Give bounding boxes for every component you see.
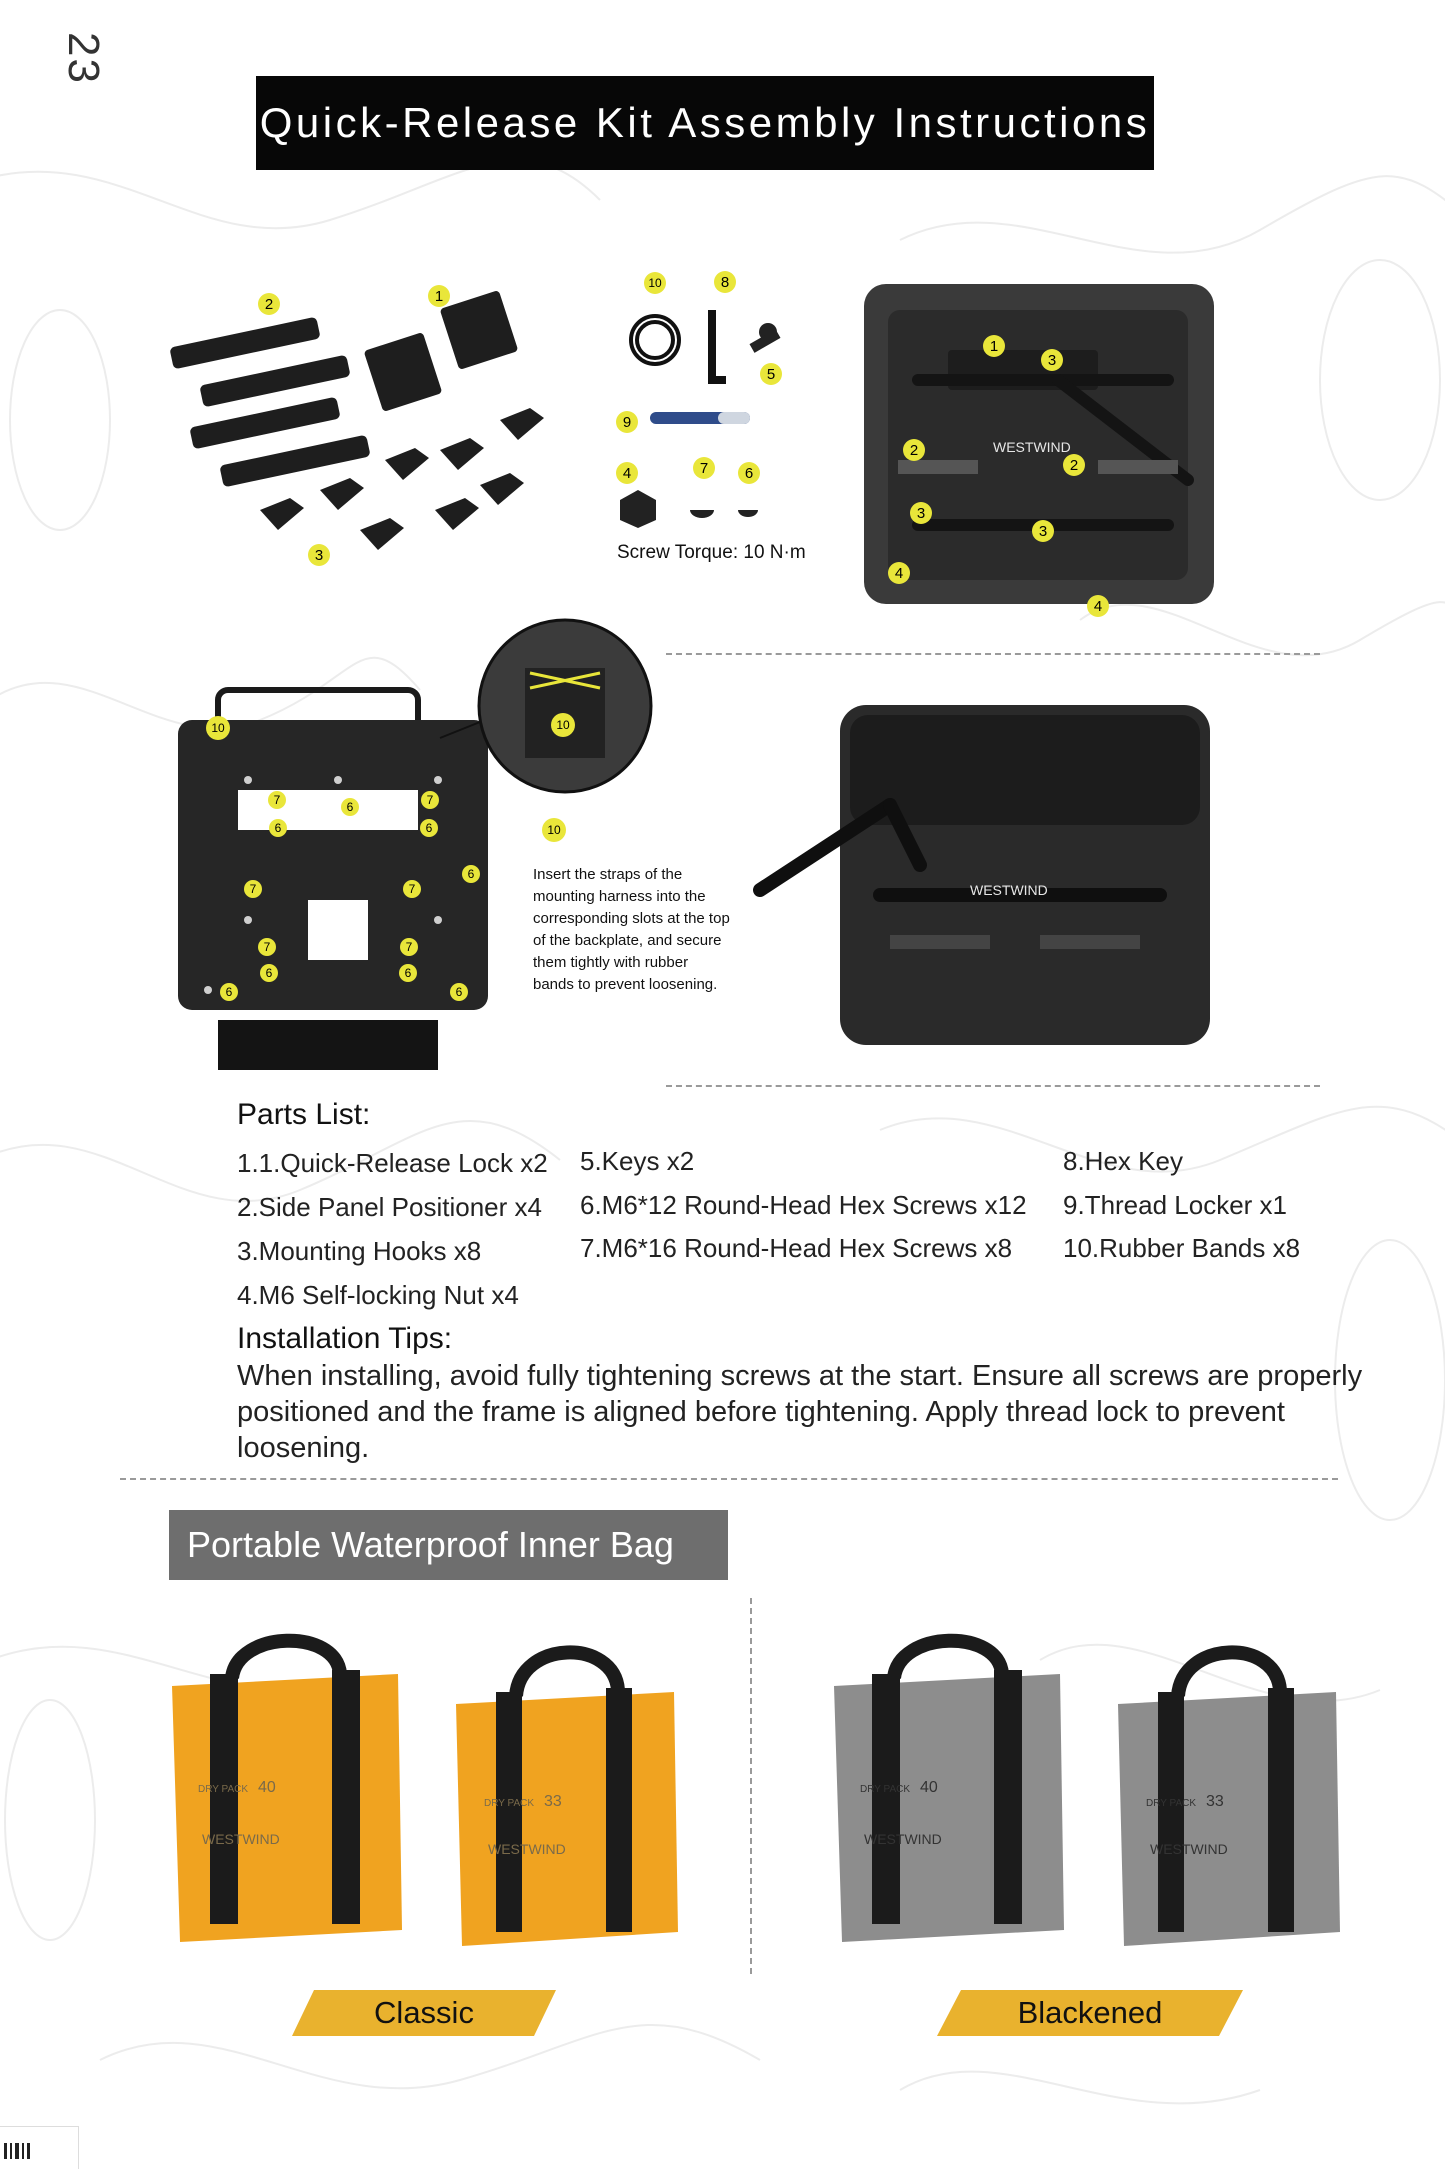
barcode-icon bbox=[4, 2141, 44, 2161]
bag-brand: WESTWIND bbox=[1150, 1841, 1228, 1857]
callout-number: 10 bbox=[547, 823, 561, 837]
callout-number: 7 bbox=[273, 793, 281, 807]
parts-list-item: 5.Keys x2 bbox=[580, 1146, 695, 1176]
strap-instruction bbox=[533, 864, 763, 996]
brand-mark: WESTWIND bbox=[993, 439, 1071, 455]
variant-label-text: Classic bbox=[374, 1995, 474, 2030]
bag-capacity: 40 bbox=[920, 1779, 938, 1796]
callout-6 bbox=[340, 797, 360, 817]
parts-list-item: 9.Thread Locker x1 bbox=[1063, 1190, 1288, 1220]
parts-list-item: 1.1.Quick-Release Lock x2 bbox=[237, 1148, 548, 1178]
callout-9 bbox=[615, 410, 639, 434]
callout-number: 7 bbox=[426, 793, 434, 807]
callout-6 bbox=[737, 461, 761, 485]
callout-number: 3 bbox=[916, 505, 926, 522]
divider bbox=[750, 1598, 752, 1974]
side-panel-positioner bbox=[169, 317, 320, 370]
torque-note: Screw Torque: 10 N·m bbox=[617, 542, 806, 563]
callout-number: 10 bbox=[211, 721, 225, 735]
callout-10 bbox=[541, 817, 567, 843]
bag-print: DRY PACK bbox=[198, 1784, 249, 1795]
callout-6 bbox=[449, 982, 469, 1002]
corner-mark bbox=[0, 2126, 79, 2169]
callout-number: 10 bbox=[556, 718, 570, 732]
brand-mark: WESTWIND bbox=[970, 882, 1048, 898]
callout-number: 6 bbox=[467, 867, 475, 881]
callout-number: 7 bbox=[263, 940, 271, 954]
parts-list-item: 7.M6*16 Round-Head Hex Screws x8 bbox=[580, 1233, 1013, 1263]
callout-3 bbox=[1031, 519, 1055, 543]
bag-capacity: 33 bbox=[544, 1793, 562, 1810]
callout-number: 8 bbox=[720, 274, 730, 291]
callout-7 bbox=[257, 937, 277, 957]
inner-bag-heading: Portable Waterproof Inner Bag bbox=[169, 1510, 728, 1580]
callout-6 bbox=[219, 982, 239, 1002]
callout-number: 2 bbox=[909, 442, 919, 459]
callout-7 bbox=[402, 879, 422, 899]
page-title: Quick-Release Kit Assembly Instructions bbox=[256, 76, 1154, 170]
callout-number: 4 bbox=[1093, 598, 1103, 615]
mounting-hooks bbox=[260, 408, 544, 550]
variant-label-text: Blackened bbox=[1017, 1995, 1163, 2030]
classic-variant-label bbox=[292, 1990, 556, 2036]
callout-number: 6 bbox=[225, 985, 233, 999]
strap-detail-zoom bbox=[430, 618, 660, 798]
divider bbox=[666, 653, 1320, 655]
instruction-line: mounting harness into the bbox=[533, 888, 706, 905]
callout-6 bbox=[259, 963, 279, 983]
installation-tips-body bbox=[237, 1358, 1387, 1466]
self-locking-nut bbox=[620, 490, 656, 528]
parts-list-item: 2.Side Panel Positioner x4 bbox=[237, 1192, 542, 1222]
bag-brand: WESTWIND bbox=[488, 1841, 566, 1857]
callout-number: 6 bbox=[744, 465, 754, 482]
callout-7 bbox=[267, 790, 287, 810]
callout-6 bbox=[268, 818, 288, 838]
blackened-bag-large-image bbox=[824, 1634, 1070, 1950]
callout-number: 6 bbox=[265, 966, 273, 980]
callout-4 bbox=[615, 461, 639, 485]
callout-3 bbox=[1040, 348, 1064, 372]
callout-number: 3 bbox=[1038, 523, 1048, 540]
tips-line: When installing, avoid fully tightening screws at the start. Ensure all screws are properly bbox=[237, 1360, 1363, 1392]
callout-3 bbox=[307, 543, 331, 567]
parts-list-item: 6.M6*12 Round-Head Hex Screws x12 bbox=[580, 1190, 1027, 1220]
callout-8 bbox=[713, 270, 737, 294]
callout-number: 9 bbox=[622, 414, 632, 431]
instruction-line: bands to prevent loosening. bbox=[533, 976, 718, 993]
bag-brand: WESTWIND bbox=[864, 1831, 942, 1847]
divider bbox=[666, 1085, 1320, 1087]
parts-list-item: 8.Hex Key bbox=[1063, 1146, 1183, 1176]
callout-3 bbox=[909, 501, 933, 525]
callout-7 bbox=[399, 937, 419, 957]
bag-print: DRY PACK bbox=[1146, 1798, 1197, 1809]
callout-number: 1 bbox=[989, 338, 999, 355]
callout-number: 6 bbox=[455, 985, 463, 999]
callout-number: 1 bbox=[434, 288, 444, 305]
m6x16-screw bbox=[690, 480, 714, 518]
callout-number: 6 bbox=[404, 966, 412, 980]
callout-2 bbox=[1062, 453, 1086, 477]
callout-4 bbox=[887, 561, 911, 585]
m6x12-screw bbox=[738, 490, 758, 517]
instruction-line: of the backplate, and secure bbox=[533, 932, 722, 949]
bag-brand: WESTWIND bbox=[202, 1831, 280, 1847]
hex-key bbox=[712, 310, 726, 380]
parts-list-item: 3.Mounting Hooks x8 bbox=[237, 1236, 482, 1266]
callout-7 bbox=[243, 879, 263, 899]
instruction-line: them tightly with rubber bbox=[533, 954, 689, 971]
callout-number: 2 bbox=[1069, 457, 1079, 474]
keys bbox=[750, 323, 781, 353]
callout-number: 6 bbox=[425, 821, 433, 835]
bag-capacity: 33 bbox=[1206, 1793, 1224, 1810]
divider bbox=[120, 1478, 1338, 1480]
page-number: 23 bbox=[59, 32, 108, 85]
callout-number: 7 bbox=[249, 882, 257, 896]
callout-number: 6 bbox=[274, 821, 282, 835]
callout-2 bbox=[257, 292, 281, 316]
callout-10 bbox=[550, 712, 576, 738]
callout-6 bbox=[461, 864, 481, 884]
assembled-case-image bbox=[740, 695, 1240, 1065]
callout-number: 3 bbox=[1047, 352, 1057, 369]
blackened-variant-label bbox=[937, 1990, 1243, 2036]
installation-tips-heading: Installation Tips: bbox=[237, 1322, 453, 1355]
bag-print: DRY PACK bbox=[484, 1798, 535, 1809]
bag-print: DRY PACK bbox=[860, 1784, 911, 1795]
blackened-bag-small-image bbox=[1108, 1640, 1348, 1952]
instruction-line: Insert the straps of the bbox=[533, 866, 683, 883]
callout-number: 2 bbox=[264, 296, 274, 313]
callout-number: 10 bbox=[648, 276, 662, 290]
callout-5 bbox=[759, 362, 783, 386]
callout-number: 3 bbox=[314, 547, 324, 564]
callout-6 bbox=[398, 963, 418, 983]
quick-release-lock bbox=[364, 332, 443, 412]
parts-list-item: 4.M6 Self-locking Nut x4 bbox=[237, 1280, 519, 1310]
classic-bag-large-image bbox=[162, 1634, 408, 1950]
callout-10 bbox=[205, 715, 231, 741]
callout-10 bbox=[643, 271, 667, 295]
callout-1 bbox=[427, 284, 451, 308]
parts-list-heading: Parts List: bbox=[237, 1098, 371, 1131]
callout-number: 7 bbox=[405, 940, 413, 954]
callout-2 bbox=[902, 438, 926, 462]
callout-1 bbox=[982, 334, 1006, 358]
callout-7 bbox=[692, 456, 716, 480]
callout-number: 7 bbox=[408, 882, 416, 896]
classic-bag-small-image bbox=[446, 1640, 686, 1952]
callout-4 bbox=[1086, 594, 1110, 618]
parts-list-item: 10.Rubber Bands x8 bbox=[1063, 1233, 1301, 1263]
callout-number: 4 bbox=[622, 465, 632, 482]
tips-line: positioned and the frame is aligned before tightening. Apply thread lock to prevent bbox=[237, 1396, 1285, 1428]
quick-release-lock bbox=[440, 290, 519, 370]
tips-line: loosening. bbox=[237, 1432, 370, 1464]
bag-capacity: 40 bbox=[258, 1779, 276, 1796]
callout-number: 5 bbox=[766, 366, 776, 383]
callout-6 bbox=[419, 818, 439, 838]
callout-number: 4 bbox=[894, 565, 904, 582]
callout-number: 7 bbox=[699, 460, 709, 477]
callout-number: 6 bbox=[346, 800, 354, 814]
parts-illustration bbox=[160, 270, 580, 590]
instruction-line: corresponding slots at the top bbox=[533, 910, 730, 927]
